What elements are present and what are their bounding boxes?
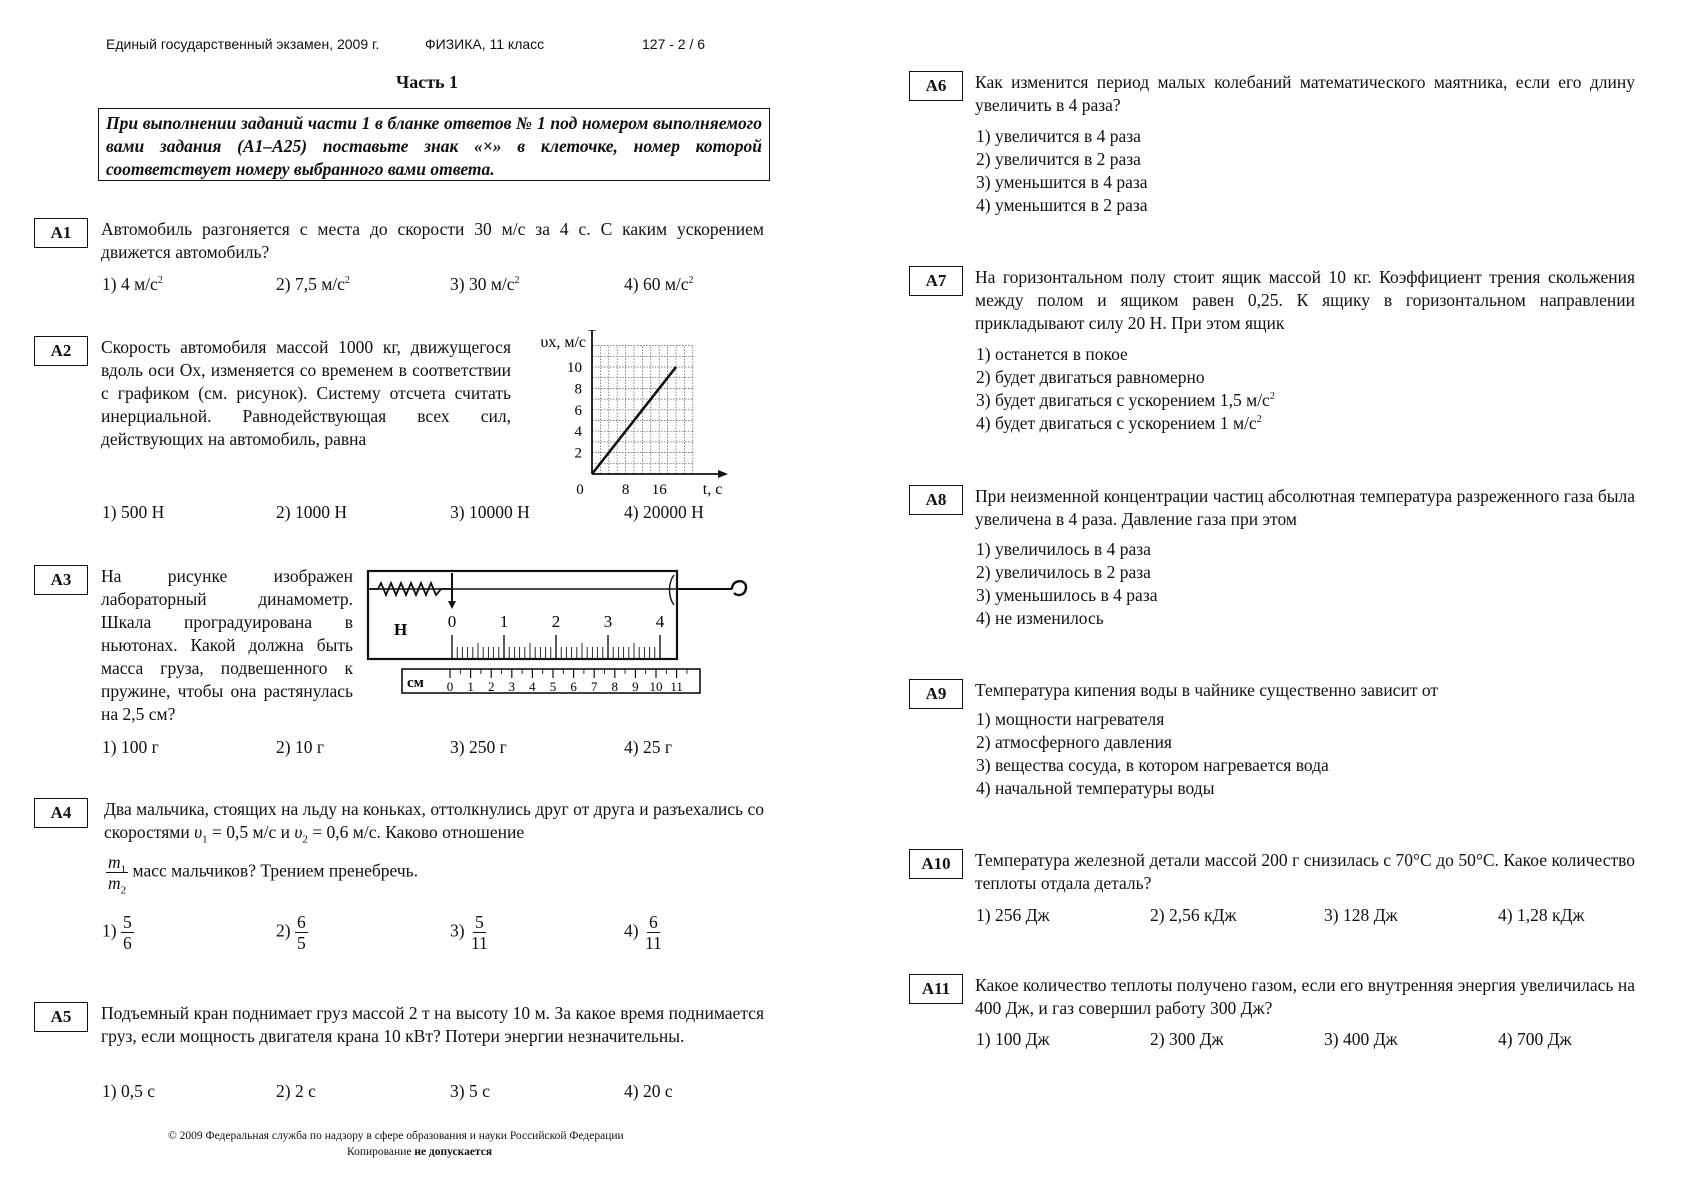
task-a5-answer-1: 1) 0,5 с bbox=[102, 1081, 155, 1101]
task-a2-question: Скорость автомобиля массой 1000 кг, движущегося вдоль оси Ох, изменяется со временем в соответствии с графиком (см. рисунок). Систему отсчета считать инерциальной. Равнодействующая всех сил, действующих на автомобиль, равна bbox=[101, 337, 511, 449]
unit-newton: Н bbox=[394, 620, 408, 639]
mass-ratio: $\frac{m_1}{m_2}$ bbox=[108, 852, 127, 897]
cm-label: 0 bbox=[446, 679, 454, 694]
task-a10-question: Температура железной детали массой 200 г снизилась с 70°С до 50°С. Какое количество теплоты отдала деталь? bbox=[975, 850, 1635, 893]
task-a10-answer-1: 1) 256 Дж bbox=[976, 905, 1050, 925]
cm-scale bbox=[447, 669, 687, 694]
cm-label: 1 bbox=[467, 679, 474, 694]
cm-label: 8 bbox=[611, 679, 619, 694]
cm-label: 5 bbox=[549, 679, 557, 694]
task-label-a6: А6 bbox=[909, 71, 963, 101]
task-label-a3: А3 bbox=[34, 565, 88, 595]
cm-label: 9 bbox=[632, 679, 639, 694]
copy-notice: Копирование не допускается bbox=[347, 1146, 493, 1158]
task-a10-answer-3: 3) 128 Дж bbox=[1324, 905, 1398, 925]
task-a10-answer-4: 4) 1,28 кДж bbox=[1498, 905, 1585, 925]
task-label-a7: А7 bbox=[909, 266, 963, 296]
task-a1-question: Автомобиль разгоняется с места до скорости 30 м/с за 4 с. С каким ускорением движется автомобиль? bbox=[101, 219, 764, 262]
y-tick-label: 2 bbox=[574, 445, 582, 462]
unit-cm: см bbox=[407, 675, 424, 691]
task-a8-option-2: 2) увеличилось в 2 раза bbox=[976, 562, 1151, 582]
y-tick-label: 4 bbox=[574, 424, 582, 441]
task-a5-answer-3: 3) 5 с bbox=[450, 1081, 490, 1101]
cm-label: 11 bbox=[670, 679, 683, 694]
dynamometer-figure bbox=[362, 565, 752, 700]
task-a7-option-1: 1) останется в покое bbox=[976, 344, 1128, 364]
task-a9-option-1: 1) мощности нагревателя bbox=[976, 709, 1165, 729]
task-a5-answer-2: 2) 2 с bbox=[276, 1081, 316, 1101]
task-a1-answer-2: 2) 7,5 $м/с^2$ bbox=[276, 274, 350, 294]
cm-label: 2 bbox=[487, 679, 495, 694]
task-a10-answer-2: 2) 2,56 кДж bbox=[1150, 905, 1237, 925]
task-a5-question: Подъемный кран поднимает груз массой 2 т на высоту 10 м. За какое время поднимается груз, если мощность двигателя крана 10 кВт? Потери энергии незначительны. bbox=[101, 1003, 764, 1046]
task-a6-question: Как изменится период малых колебаний математического маятника, если его длину увеличить в 4 раза? bbox=[975, 72, 1635, 115]
scale-n-label: 3 bbox=[603, 612, 613, 631]
scale-n-label: 1 bbox=[499, 612, 509, 631]
x-tick-label: 8 bbox=[621, 482, 630, 498]
task-a1-answer-4: 4) 60 $м/с^2$ bbox=[624, 274, 694, 294]
task-a2-answer-3: 3) 10000 Н bbox=[450, 502, 530, 522]
y-axis-arrow bbox=[588, 330, 596, 331]
task-a7-option-4: 4) будет двигаться с ускорением 1 $м/с^2$ bbox=[976, 413, 1262, 433]
task-a7-option-3: 3) будет двигаться с ускорением 1,5 $м/с^2$ bbox=[976, 390, 1275, 410]
exam-title: Единый государственный экзамен, 2009 г. bbox=[106, 36, 380, 52]
task-a7-option-2: 2) будет двигаться равномерно bbox=[976, 367, 1205, 387]
task-a2-answer-2: 2) 1000 Н bbox=[276, 502, 347, 522]
task-a9-question: Температура кипения воды в чайнике существенно зависит от bbox=[975, 680, 1439, 700]
cm-label: 10 bbox=[649, 679, 663, 694]
task-a7-question: На горизонтальном полу стоит ящик массой 10 кг. Коэффициент трения скольжения между полом и ящиком равен 0,25. К ящику в горизонтальном направлении прикладывают силу 20 Н. При этом ящик bbox=[975, 267, 1635, 333]
task-a3-answer-2: 2) 10 г bbox=[276, 737, 325, 757]
velocity-time-chart bbox=[520, 330, 740, 500]
x-axis-label: t, с bbox=[702, 481, 723, 498]
instruction-box: При выполнении заданий части 1 в бланке ответов № 1 под номером выполняемого вами задания (А1–А25) поставьте знак «×» в клеточке, номер которой соответствует номеру выбранного вами ответа. bbox=[98, 108, 770, 181]
task-label-a1: А1 bbox=[34, 218, 88, 248]
scale-n-label: 4 bbox=[655, 612, 665, 631]
y-tick-label: 8 bbox=[574, 381, 582, 398]
cm-label: 7 bbox=[590, 679, 598, 694]
task-a2-answer-1: 1) 500 Н bbox=[102, 502, 165, 522]
task-a2-answer-4: 4) 20000 Н bbox=[624, 502, 704, 522]
copyright-line: © 2009 Федеральная служба по надзору в сфере образования и науки Российской Федерации bbox=[168, 1130, 624, 1142]
task-a4-answer-1: 1) $\frac{5}{6}$ bbox=[102, 912, 132, 953]
task-a8-option-4: 4) не изменилось bbox=[976, 608, 1104, 628]
task-a6-option-4: 4) уменьшится в 2 раза bbox=[976, 195, 1148, 215]
task-a1-answer-3: 3) 30 $м/с^2$ bbox=[450, 274, 520, 294]
task-a8-option-1: 1) увеличилось в 4 раза bbox=[976, 539, 1151, 559]
hook bbox=[732, 581, 746, 595]
task-a5-answer-4: 4) 20 с bbox=[624, 1081, 673, 1101]
task-a11-question: Какое количество теплоты получено газом, если его внутренняя энергия увеличилась на 400 Дж, и газ совершил работу 300 Дж? bbox=[975, 975, 1635, 1018]
task-a6-option-3: 3) уменьшится в 4 раза bbox=[976, 172, 1148, 192]
newton-scale-ticks bbox=[452, 635, 660, 659]
cm-label: 3 bbox=[508, 679, 516, 694]
task-a1-answer-1: 1) 4 $м/с^2$ bbox=[102, 274, 163, 294]
dynamometer-body bbox=[368, 571, 677, 659]
subject-title: ФИЗИКА, 11 класс bbox=[425, 36, 545, 52]
y-tick-label: 6 bbox=[574, 402, 582, 419]
task-a3-answer-3: 3) 250 г bbox=[450, 737, 507, 757]
y-tick-label: 10 bbox=[567, 360, 582, 376]
task-label-a10: А10 bbox=[909, 849, 963, 879]
task-a8-question: При неизменной концентрации частиц абсолютная температура разреженного газа была увеличена в 4 раза. Давление газа при этом bbox=[975, 486, 1635, 529]
task-a4-answer-3: 3) $\frac{5}{11}$ bbox=[450, 912, 488, 953]
x-axis-arrow bbox=[718, 470, 728, 478]
task-label-a4: А4 bbox=[34, 798, 88, 828]
task-a11-answer-3: 3) 400 Дж bbox=[1324, 1029, 1398, 1049]
task-a9-option-3: 3) вещества сосуда, в котором нагревается вода bbox=[976, 755, 1329, 775]
task-a8-option-3: 3) уменьшилось в 4 раза bbox=[976, 585, 1158, 605]
task-a9-option-2: 2) атмосферного давления bbox=[976, 732, 1172, 752]
scale-n-label: 2 bbox=[551, 612, 561, 631]
task-a6-option-1: 1) увеличится в 4 раза bbox=[976, 126, 1141, 146]
task-label-a5: А5 bbox=[34, 1002, 88, 1032]
task-label-a11: А11 bbox=[909, 974, 963, 1004]
task-a11-answer-2: 2) 300 Дж bbox=[1150, 1029, 1224, 1049]
cm-label: 4 bbox=[529, 679, 536, 694]
page-number: 127 - 2 / 6 bbox=[642, 36, 706, 52]
task-a3-question: На рисунке изображен лабораторный динамометр. Шкала проградуирована в ньютонах. Какой должна быть масса груза, подвешенного к пружине, чтобы она растянулась на 2,5 см? bbox=[101, 566, 353, 724]
x-tick-label: 16 bbox=[651, 482, 667, 498]
task-a4-ratio-line: $\frac{m_1}{m_2}$ масс мальчиков? Трением пренебречь. bbox=[108, 852, 418, 897]
task-a11-answer-4: 4) 700 Дж bbox=[1498, 1029, 1572, 1049]
y-axis-label: υx, м/с bbox=[540, 334, 586, 351]
task-label-a9: А9 bbox=[909, 679, 963, 709]
task-a11-answer-1: 1) 100 Дж bbox=[976, 1029, 1050, 1049]
task-label-a8: А8 bbox=[909, 485, 963, 515]
cm-label: 6 bbox=[570, 679, 577, 694]
task-a4-question: Два мальчика, стоящих на льду на коньках, оттолкнулись друг от друга и разъехались со скоростями $\upsilon_1 = 0,5$ м/с и $\upsilon_2 = 0,6$ м/с. Каково отношение bbox=[104, 799, 764, 846]
task-label-a2: А2 bbox=[34, 336, 88, 366]
task-a6-option-2: 2) увеличится в 2 раза bbox=[976, 149, 1141, 169]
pointer-tip bbox=[448, 601, 456, 609]
part-title: Часть 1 bbox=[396, 72, 459, 92]
task-a4-answer-2: 2) $\frac{6}{5}$ bbox=[276, 912, 306, 953]
scale-n-label: 0 bbox=[447, 612, 457, 631]
task-a3-answer-4: 4) 25 г bbox=[624, 737, 673, 757]
task-a9-option-4: 4) начальной температуры воды bbox=[976, 778, 1215, 798]
task-a3-answer-1: 1) 100 г bbox=[102, 737, 159, 757]
task-a4-answer-4: 4) $\frac{6}{11}$ bbox=[624, 912, 662, 953]
x-tick-label: 0 bbox=[576, 482, 584, 498]
